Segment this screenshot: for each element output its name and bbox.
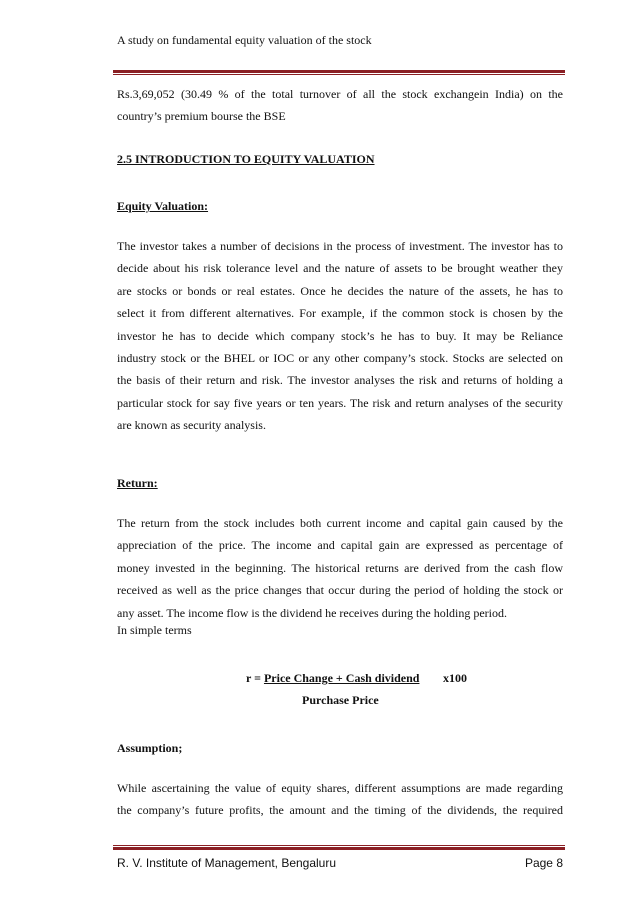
formula-numerator-line <box>246 671 419 686</box>
header-rule-thick <box>113 70 565 73</box>
text-line: received as well as the price changes that occur during the period of holding the stock or <box>117 583 563 598</box>
footer-institute: R. V. Institute of Management, Bengaluru <box>117 856 337 870</box>
formula-multiplier: x100 <box>443 671 467 685</box>
intro-paragraph <box>117 83 563 128</box>
text-line: are stocks or bonds or real estates. Once he decides the nature of the assets, he has to <box>117 283 563 298</box>
text-line: The investor takes a number of decisions in the process of investment. The investor has to <box>117 239 563 253</box>
assumption-paragraph <box>117 777 563 822</box>
text-line: investor he has to decide which company stock’s he has to buy. It may be Reliance <box>117 328 563 343</box>
text-line: appreciation of the price. The income and capital gain are expressed as percentage of <box>117 538 563 553</box>
header-rule-thin <box>113 74 565 75</box>
header-title: A study on fundamental equity valuation of the stock <box>117 33 372 47</box>
formula-lhs: r = <box>246 671 264 685</box>
return-heading: Return: <box>117 476 158 490</box>
footer-rule-thin <box>113 845 565 846</box>
simple-terms-text: In simple terms <box>117 623 192 637</box>
section-heading: 2.5 INTRODUCTION TO EQUITY VALUATION <box>117 152 375 166</box>
text-line: money invested in the beginning. The historical returns are derived from the cash flow <box>117 560 563 575</box>
equity-valuation-heading: Equity Valuation: <box>117 199 209 213</box>
footer-rule-thick <box>113 847 565 850</box>
text-line: country’s premium bourse the BSE <box>117 109 286 124</box>
text-line: Rs.3,69,052 (30.49 % of the total turnover of all the stock exchangein India) on the <box>117 87 563 101</box>
text-line: The return from the stock includes both current income and capital gain caused by the <box>117 516 563 530</box>
text-line: select it from different alternatives. For example, if the common stock is chosen by the <box>117 306 563 321</box>
footer-bar <box>117 856 563 870</box>
text-line: the company’s future profits, the amount and the timing of the dividends, the required <box>117 803 563 818</box>
formula-denominator: Purchase Price <box>302 693 379 707</box>
text-line: While ascertaining the value of equity shares, different assumptions are made regarding <box>117 781 563 795</box>
text-line: are known as security analysis. <box>117 418 266 433</box>
text-line: industry stock or the BHEL or IOC or any other company’s stock. Stocks are selected on <box>117 350 563 365</box>
text-line: decide about his risk tolerance level and the nature of assets to be brought weather they <box>117 261 563 276</box>
text-line: particular stock for say five years or ten years. The risk and return analyses of the security <box>117 395 563 410</box>
assumption-heading: Assumption; <box>117 741 183 755</box>
formula-numerator: Price Change + Cash dividend <box>263 671 420 685</box>
text-line: the basis of their return and risk. The investor analyses the risk and returns of holding a <box>117 373 563 388</box>
return-paragraph <box>117 512 563 624</box>
page-number: Page 8 <box>524 856 563 870</box>
equity-valuation-paragraph <box>117 235 563 437</box>
text-line: any asset. The income flow is the dividend he receives during the holding period. <box>117 605 508 620</box>
